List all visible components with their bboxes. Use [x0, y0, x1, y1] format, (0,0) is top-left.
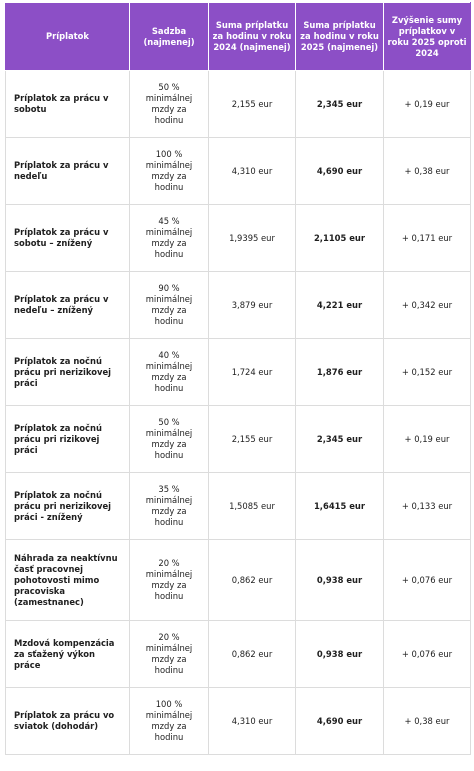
- row-amount-2025: 4,221 eur: [296, 272, 384, 339]
- table-row: [6, 205, 471, 272]
- table-header: [6, 3, 471, 71]
- row-surcharge-name: Príplatok za prácu vo sviatok (dohodár): [6, 688, 130, 755]
- row-increase: + 0,38 eur: [384, 688, 471, 755]
- row-rate: 90 % minimálnej mzdy za hodinu: [130, 272, 209, 339]
- row-surcharge-name: Príplatok za prácu v nedeľu – znížený: [6, 272, 130, 339]
- row-rate: 45 % minimálnej mzdy za hodinu: [130, 205, 209, 272]
- row-amount-2025: 0,938 eur: [296, 540, 384, 621]
- row-increase: + 0,38 eur: [384, 138, 471, 205]
- row-surcharge-name: Náhrada za neaktívnu časť pracovnej pohotovosti mimo pracoviska (zamestnanec): [6, 540, 130, 621]
- row-increase: + 0,076 eur: [384, 540, 471, 621]
- table-row: [6, 621, 471, 688]
- table-row: [6, 540, 471, 621]
- surcharge-table: [5, 2, 471, 755]
- row-amount-2025: 2,345 eur: [296, 406, 384, 473]
- table-row: [6, 138, 471, 205]
- row-surcharge-name: Príplatok za nočnú prácu pri nerizikovej práci - znížený: [6, 473, 130, 540]
- row-amount-2024: 4,310 eur: [209, 688, 296, 755]
- row-rate: 100 % minimálnej mzdy za hodinu: [130, 138, 209, 205]
- row-rate: 40 % minimálnej mzdy za hodinu: [130, 339, 209, 406]
- row-increase: + 0,133 eur: [384, 473, 471, 540]
- row-amount-2025: 2,345 eur: [296, 71, 384, 138]
- table-row: [6, 71, 471, 138]
- row-amount-2024: 1,724 eur: [209, 339, 296, 406]
- header-amount-2024: Suma príplatku za hodinu v roku 2024 (najmenej): [209, 3, 296, 71]
- row-rate: 20 % minimálnej mzdy za hodinu: [130, 540, 209, 621]
- row-amount-2025: 2,1105 eur: [296, 205, 384, 272]
- row-rate: 50 % minimálnej mzdy za hodinu: [130, 71, 209, 138]
- row-amount-2024: 2,155 eur: [209, 406, 296, 473]
- table-row: [6, 339, 471, 406]
- row-amount-2024: 4,310 eur: [209, 138, 296, 205]
- table-body: [6, 71, 471, 755]
- table-row: [6, 272, 471, 339]
- header-row: [6, 3, 471, 71]
- row-increase: + 0,342 eur: [384, 272, 471, 339]
- row-increase: + 0,171 eur: [384, 205, 471, 272]
- row-rate: 20 % minimálnej mzdy za hodinu: [130, 621, 209, 688]
- row-surcharge-name: Príplatok za nočnú prácu pri rizikovej práci: [6, 406, 130, 473]
- row-amount-2024: 3,879 eur: [209, 272, 296, 339]
- row-amount-2025: 1,6415 eur: [296, 473, 384, 540]
- row-amount-2024: 0,862 eur: [209, 621, 296, 688]
- row-amount-2024: 0,862 eur: [209, 540, 296, 621]
- row-rate: 35 % minimálnej mzdy za hodinu: [130, 473, 209, 540]
- row-amount-2025: 4,690 eur: [296, 138, 384, 205]
- header-surcharge: Príplatok: [6, 3, 130, 71]
- row-surcharge-name: Príplatok za prácu v sobotu: [6, 71, 130, 138]
- row-increase: + 0,152 eur: [384, 339, 471, 406]
- row-increase: + 0,19 eur: [384, 71, 471, 138]
- row-amount-2025: 1,876 eur: [296, 339, 384, 406]
- row-amount-2024: 1,9395 eur: [209, 205, 296, 272]
- row-increase: + 0,19 eur: [384, 406, 471, 473]
- row-surcharge-name: Mzdová kompenzácia za sťažený výkon práce: [6, 621, 130, 688]
- row-increase: + 0,076 eur: [384, 621, 471, 688]
- row-surcharge-name: Príplatok za nočnú prácu pri nerizikovej práci: [6, 339, 130, 406]
- row-amount-2024: 1,5085 eur: [209, 473, 296, 540]
- header-increase: Zvýšenie sumy príplatkov v roku 2025 oproti 2024: [384, 3, 471, 71]
- row-surcharge-name: Príplatok za prácu v sobotu – znížený: [6, 205, 130, 272]
- row-amount-2024: 2,155 eur: [209, 71, 296, 138]
- header-amount-2025: Suma príplatku za hodinu v roku 2025 (najmenej): [296, 3, 384, 71]
- table-row: [6, 406, 471, 473]
- row-amount-2025: 4,690 eur: [296, 688, 384, 755]
- table-row: [6, 473, 471, 540]
- header-rate: Sadzba (najmenej): [130, 3, 209, 71]
- row-surcharge-name: Príplatok za prácu v nedeľu: [6, 138, 130, 205]
- row-rate: 100 % minimálnej mzdy za hodinu: [130, 688, 209, 755]
- table-row: [6, 688, 471, 755]
- row-amount-2025: 0,938 eur: [296, 621, 384, 688]
- row-rate: 50 % minimálnej mzdy za hodinu: [130, 406, 209, 473]
